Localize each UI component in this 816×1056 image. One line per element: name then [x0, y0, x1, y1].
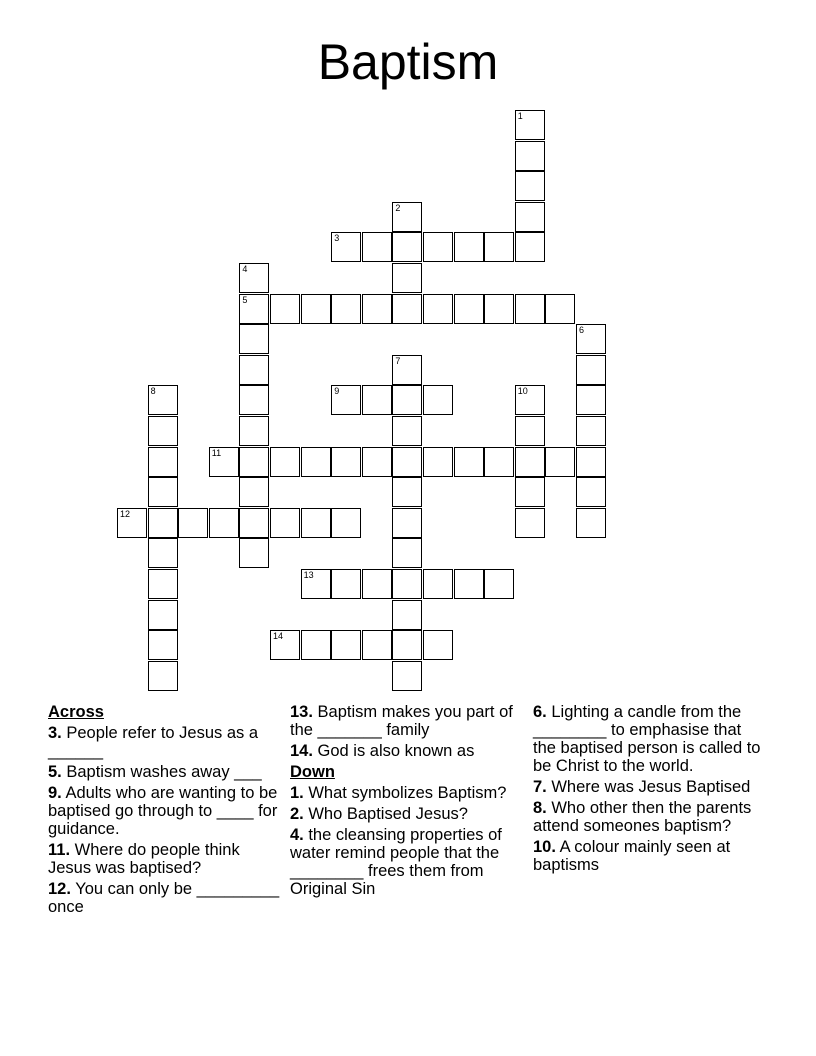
grid-cell[interactable]: [331, 294, 361, 324]
grid-cell[interactable]: [117, 508, 147, 538]
cell-number: 14: [273, 631, 284, 642]
grid-cell[interactable]: [362, 385, 392, 415]
grid-cell[interactable]: [515, 508, 545, 538]
cell-number: 10: [517, 386, 528, 397]
grid-cell[interactable]: [239, 263, 269, 293]
cell-number: 11: [211, 447, 222, 458]
grid-cell[interactable]: [362, 569, 392, 599]
clue-number: 7.: [533, 778, 547, 796]
grid-cell[interactable]: [331, 508, 361, 538]
grid-cell[interactable]: [515, 416, 545, 446]
clue-column-2: [290, 700, 522, 898]
grid-cell[interactable]: [576, 416, 606, 446]
grid-cell[interactable]: [331, 447, 361, 477]
clue-text: Baptism washes away ___: [61, 763, 262, 781]
grid-cell[interactable]: [576, 447, 606, 477]
grid-cell[interactable]: [484, 569, 514, 599]
cell-number: 6: [579, 325, 585, 336]
grid-cell[interactable]: [545, 447, 575, 477]
grid-cell[interactable]: [148, 385, 178, 415]
grid-cell[interactable]: [392, 600, 422, 630]
grid-cell[interactable]: [392, 569, 422, 599]
clue-column-1: [48, 700, 280, 916]
grid-cell[interactable]: [392, 416, 422, 446]
grid-cell[interactable]: [392, 385, 422, 415]
grid-cell[interactable]: [362, 630, 392, 660]
clue-text: You can only be _________ once: [48, 880, 280, 916]
grid-cell[interactable]: [301, 447, 331, 477]
cell-number: 8: [150, 386, 156, 397]
grid-cell[interactable]: [392, 630, 422, 660]
grid-cell[interactable]: [392, 538, 422, 568]
clue-text: the cleansing properties of water remind people that the ________ frees them from Original Sin: [290, 826, 502, 898]
grid-cell[interactable]: [148, 538, 178, 568]
grid-cell[interactable]: [392, 477, 422, 507]
grid-cell[interactable]: [178, 508, 208, 538]
cell-number: 5: [242, 294, 248, 305]
grid-cell[interactable]: [454, 232, 484, 262]
clue-number: 4.: [290, 826, 304, 844]
clue-number: 6.: [533, 703, 547, 721]
clue-down-7: [533, 778, 765, 796]
grid-cell[interactable]: [515, 141, 545, 171]
grid-cell[interactable]: [423, 294, 453, 324]
grid-cell[interactable]: [484, 447, 514, 477]
grid-cell[interactable]: [392, 508, 422, 538]
grid-cell[interactable]: [239, 355, 269, 385]
grid-cell[interactable]: [484, 294, 514, 324]
clue-down-2: [290, 805, 522, 823]
clue-across-11: [48, 841, 280, 877]
grid-cell[interactable]: [392, 202, 422, 232]
clue-number: 12.: [48, 880, 71, 898]
grid-cell[interactable]: [239, 385, 269, 415]
grid-cell[interactable]: [148, 661, 178, 691]
grid-cell[interactable]: [423, 232, 453, 262]
grid-cell[interactable]: [209, 447, 239, 477]
grid-cell[interactable]: [454, 569, 484, 599]
grid-cell[interactable]: [270, 447, 300, 477]
clue-number: 13.: [290, 703, 313, 721]
grid-cell[interactable]: [331, 630, 361, 660]
clue-number: 1.: [290, 784, 304, 802]
grid-cell[interactable]: [392, 232, 422, 262]
grid-cell[interactable]: [301, 294, 331, 324]
grid-cell[interactable]: [209, 508, 239, 538]
grid-cell[interactable]: [392, 263, 422, 293]
clue-down-6: [533, 703, 765, 775]
grid-cell[interactable]: [148, 569, 178, 599]
grid-cell[interactable]: [331, 569, 361, 599]
clue-text: Baptism makes you part of the _______ family: [290, 703, 513, 739]
clue-number: 8.: [533, 799, 547, 817]
clue-down-4: [290, 826, 522, 898]
grid-cell[interactable]: [301, 508, 331, 538]
grid-cell[interactable]: [239, 538, 269, 568]
grid-cell[interactable]: [301, 569, 331, 599]
grid-cell[interactable]: [576, 355, 606, 385]
clue-text: God is also known as: [312, 742, 475, 760]
grid-cell[interactable]: [576, 477, 606, 507]
grid-cell[interactable]: [331, 385, 361, 415]
grid-cell[interactable]: [454, 447, 484, 477]
clue-across-13: [290, 703, 522, 739]
clue-number: 11.: [48, 841, 71, 859]
clue-number: 10.: [533, 838, 556, 856]
grid-cell[interactable]: [301, 630, 331, 660]
clue-down-10: [533, 838, 765, 874]
clue-number: 9.: [48, 784, 62, 802]
grid-cell[interactable]: [484, 232, 514, 262]
clue-text: Adults who are wanting to be baptised go through to ____ for guidance.: [48, 784, 278, 838]
clue-across-12: [48, 880, 280, 916]
grid-cell[interactable]: [423, 630, 453, 660]
cell-number: 13: [303, 570, 314, 580]
clue-text: Where was Jesus Baptised: [546, 778, 751, 796]
grid-cell[interactable]: [576, 385, 606, 415]
grid-cell[interactable]: [515, 477, 545, 507]
grid-cell[interactable]: [392, 355, 422, 385]
clue-text: What symbolizes Baptism?: [303, 784, 507, 802]
grid-cell[interactable]: [423, 569, 453, 599]
grid-cell[interactable]: [515, 385, 545, 415]
clue-number: 5.: [48, 763, 62, 781]
clue-column-3: [533, 700, 765, 874]
clue-number: 14.: [290, 742, 313, 760]
grid-cell[interactable]: [515, 202, 545, 232]
grid-cell[interactable]: [392, 294, 422, 324]
grid-cell[interactable]: [270, 630, 300, 660]
grid-cell[interactable]: [148, 600, 178, 630]
grid-cell[interactable]: [331, 232, 361, 262]
grid-cell[interactable]: [362, 232, 392, 262]
clue-text: Where do people think Jesus was baptised?: [48, 841, 240, 877]
cell-number: 7: [395, 355, 401, 366]
grid-cell[interactable]: [576, 324, 606, 354]
clue-across-5: [48, 763, 280, 781]
cell-number: 4: [242, 264, 248, 274]
grid-cell[interactable]: [148, 630, 178, 660]
clue-text: Lighting a candle from the ________ to emphasise that the baptised person is called to be Christ to the world.: [533, 703, 761, 775]
clue-text: A colour mainly seen at baptisms: [533, 838, 731, 874]
grid-cell[interactable]: [148, 508, 178, 538]
across-heading: Across: [48, 703, 104, 721]
grid-cell[interactable]: [515, 232, 545, 262]
grid-cell[interactable]: [545, 294, 575, 324]
clue-text: People refer to Jesus as a ______: [48, 724, 259, 760]
grid-cell[interactable]: [148, 416, 178, 446]
grid-cell[interactable]: [239, 416, 269, 446]
grid-cell[interactable]: [515, 110, 545, 140]
clue-number: 2.: [290, 805, 304, 823]
cell-number: 3: [334, 233, 340, 244]
grid-cell[interactable]: [148, 477, 178, 507]
grid-cell[interactable]: [239, 508, 269, 538]
grid-cell[interactable]: [239, 324, 269, 354]
grid-cell[interactable]: [239, 294, 269, 324]
grid-cell[interactable]: [515, 447, 545, 477]
cell-number: 2: [395, 202, 401, 213]
clue-down-1: [290, 784, 522, 802]
grid-cell[interactable]: [576, 508, 606, 538]
grid-cell[interactable]: [362, 294, 392, 324]
clue-down-8: [533, 799, 765, 835]
grid-cell[interactable]: [392, 447, 422, 477]
clue-text: Who other then the parents attend someones baptism?: [533, 799, 752, 835]
grid-cell[interactable]: [148, 447, 178, 477]
grid-cell[interactable]: [515, 294, 545, 324]
grid-cell[interactable]: [423, 447, 453, 477]
cell-number: 9: [334, 386, 340, 397]
cell-number: 1: [517, 111, 523, 121]
grid-cell[interactable]: [239, 447, 269, 477]
grid-cell[interactable]: [362, 447, 392, 477]
clue-across-14: [290, 742, 522, 760]
grid-cell[interactable]: [454, 294, 484, 324]
grid-cell[interactable]: [270, 508, 300, 538]
grid-cell[interactable]: [515, 171, 545, 201]
clue-across-3: [48, 724, 280, 760]
grid-cell[interactable]: [239, 477, 269, 507]
clue-text: Who Baptised Jesus?: [303, 805, 468, 823]
cell-number: 12: [120, 508, 131, 519]
grid-cell[interactable]: [423, 385, 453, 415]
page-title: Baptism: [317, 34, 499, 90]
grid-cell[interactable]: [392, 661, 422, 691]
clue-across-9: [48, 784, 280, 838]
down-heading: Down: [290, 763, 335, 781]
clue-number: 3.: [48, 724, 62, 742]
grid-cell[interactable]: [270, 294, 300, 324]
